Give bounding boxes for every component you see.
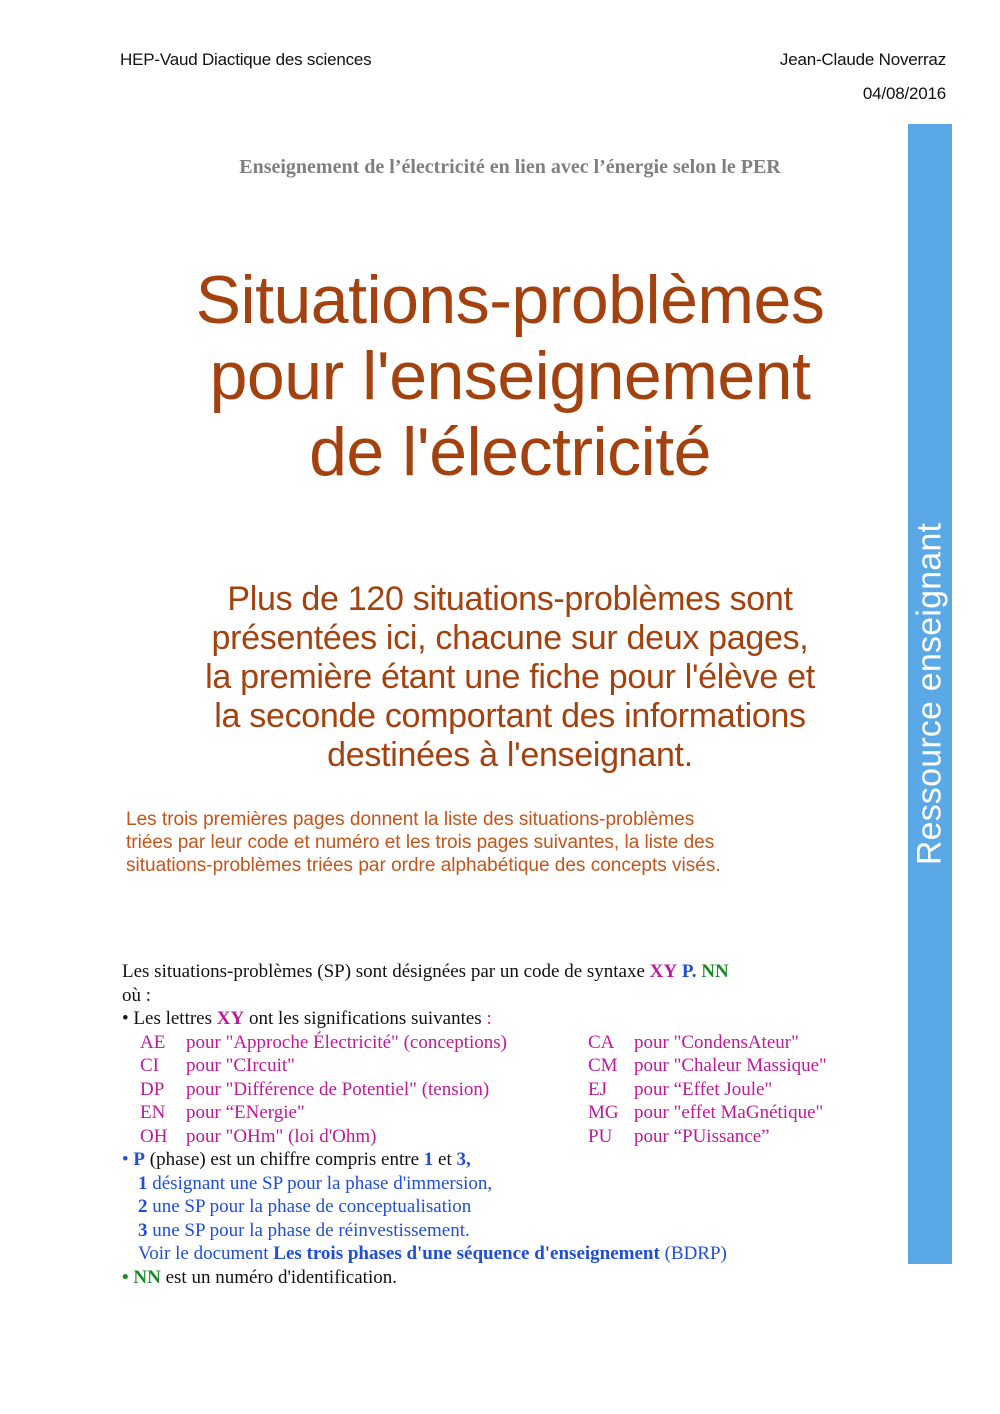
code-row: AE pour "Approche Électricité" (conceptions) (140, 1031, 507, 1053)
intro-line: la première étant une fiche pour l'élève et (205, 658, 815, 696)
code-row: CA pour "CondensAteur" (588, 1031, 799, 1053)
phase-item: 3 une SP pour la phase de réinvestissement. (138, 1219, 470, 1241)
syntax-p: P. (681, 961, 697, 982)
syntax-xy: XY (649, 961, 678, 982)
nn-bullet: • NN est un numéro d'identification. (122, 1266, 397, 1288)
note-line: Les trois premières pages donnent la liste des situations-problèmes (126, 809, 695, 830)
letters-bullet: • Les lettres XY ont les significations suivantes : (122, 1008, 492, 1029)
syntax-nn: NN (701, 961, 729, 982)
code-row: OH pour "OHm" (loi d'Ohm) (140, 1125, 377, 1147)
side-band-label: Ressource enseignant (910, 522, 949, 866)
code-row: PU pour “PUissance” (588, 1125, 770, 1147)
code-legend (122, 960, 892, 1289)
code-row: CM pour "Chaleur Massique" (588, 1055, 827, 1076)
code-row: EJ pour “Effet Joule" (588, 1078, 773, 1100)
intro-line: Plus de 120 situations-problèmes sont (227, 580, 793, 618)
see-document: Voir le document Les trois phases d'une séquence d'enseignement (BDRP) (138, 1243, 727, 1264)
legend-intro: Les situations-problèmes (SP) sont désignées par un code de syntaxe XY P. NN (122, 961, 729, 982)
intro-line: la seconde comportant des informations (214, 697, 806, 735)
phase-bullet: • P (phase) est un chiffre compris entre 1 et 3, (122, 1149, 471, 1170)
bullet: • (122, 1008, 129, 1029)
bullet: • (122, 1149, 129, 1170)
title-line: Situations-problèmes (195, 262, 825, 338)
header-institution: HEP-Vaud Diactique des sciences (120, 50, 372, 69)
intro-paragraph (120, 580, 900, 775)
title-line: pour l'enseignement (209, 338, 811, 414)
title-line: de l'électricité (309, 414, 711, 490)
pages-note (126, 808, 886, 877)
document-subtitle: Enseignement de l’électricité en lien avec l’énergie selon le PER (239, 156, 781, 178)
code-row: CI pour "CIrcuit" (140, 1055, 295, 1076)
phase-item: 2 une SP pour la phase de conceptualisation (138, 1196, 472, 1217)
intro-line: présentées ici, chacune sur deux pages, (211, 619, 809, 657)
codes-table (140, 1031, 892, 1149)
header-date: 04/08/2016 (862, 84, 946, 103)
main-title (100, 262, 920, 490)
legend-ou: où : (122, 984, 152, 1006)
bullet: • (122, 1266, 129, 1288)
code-row: EN pour “ENergie" (140, 1102, 305, 1123)
code-row: MG pour "effet MaGnétique" (588, 1102, 824, 1123)
header-author: Jean-Claude Noverraz (779, 50, 946, 69)
intro-line: destinées à l'enseignant. (327, 736, 693, 774)
code-row: DP pour "Différence de Potentiel" (tension) (140, 1078, 490, 1100)
phase-item: 1 désignant une SP pour la phase d'immersion, (138, 1172, 493, 1194)
document-reference: Les trois phases d'une séquence d'enseignement (273, 1243, 660, 1264)
note-line: triées par leur code et numéro et les trois pages suivantes, la liste des (126, 832, 715, 853)
note-line: situations-problèmes triées par ordre alphabétique des concepts visés. (126, 855, 721, 876)
